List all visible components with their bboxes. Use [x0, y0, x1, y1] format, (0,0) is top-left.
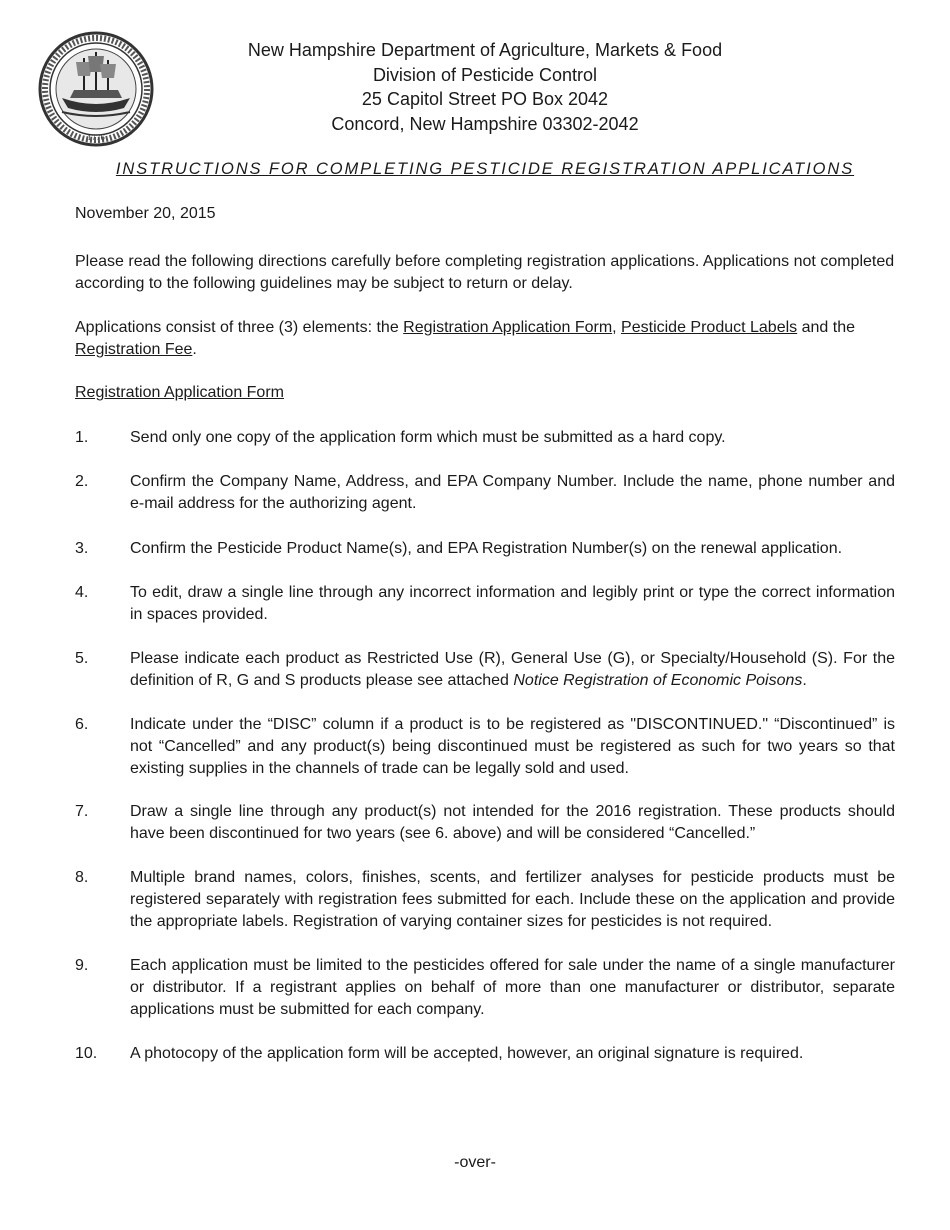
item-number: 1. [75, 429, 89, 446]
item-number: 3. [75, 540, 89, 557]
item-text: Each application must be limited to the pesticides offered for sale under the name of a single manufacturer or distributor. If a registrant applies on behalf of more than one manufacturer or distributor, separate applications must be submitted for each company. [130, 957, 895, 1018]
letterhead [160, 38, 810, 136]
item-number: 2. [75, 473, 89, 490]
document-title: INSTRUCTIONS FOR COMPLETING PESTICIDE REGISTRATION APPLICATIONS [115, 160, 855, 178]
list-item [75, 714, 895, 780]
list-item [75, 427, 895, 449]
svg-text:1776: 1776 [87, 134, 105, 142]
item-text: Confirm the Pesticide Product Name(s), and EPA Registration Number(s) on the renewal application. [130, 540, 843, 557]
city-state-zip: Concord, New Hampshire 03302-2042 [331, 113, 639, 134]
list-item [75, 648, 895, 692]
state-seal [32, 28, 160, 150]
item-text: Indicate under the “DISC” column if a product is to be registered as "DISCONTINUED." “Discontinued” is not “Cancelled” and any product(s) being discontinued must be registered as such for two years so that existing supplies in the channels of trade can be legally sold and used. [130, 716, 895, 777]
item-text: Send only one copy of the application form which must be submitted as a hard copy. [130, 429, 726, 446]
item-number: 4. [75, 584, 89, 601]
list-item [75, 801, 895, 845]
item-number: 6. [75, 716, 89, 733]
item-text: Draw a single line through any product(s) not intended for the 2016 registration. These products should have been discontinued for two years (see 6. above) and will be considered “Cancelled.” [130, 803, 895, 842]
street-address: 25 Capitol Street PO Box 2042 [361, 89, 609, 109]
department-name: New Hampshire Department of Agriculture, Markets & Food [247, 40, 723, 60]
link-registration-fee: Registration Fee [75, 341, 193, 358]
item-number: 9. [75, 957, 89, 974]
notice-title: Notice Registration of Economic Poisons [513, 672, 803, 689]
list-item [75, 955, 895, 1021]
division-name: Division of Pesticide Control [372, 64, 598, 85]
list-item [75, 867, 895, 933]
item-number: 8. [75, 869, 89, 886]
item-text: Confirm the Company Name, Address, and EPA Company Number. Include the name, phone number and e-mail address for the authorizing agent. [130, 473, 895, 512]
page-footer: -over- [454, 1154, 496, 1171]
list-item [75, 582, 895, 626]
item-text: Please indicate each product as Restricted Use (R), General Use (G), or Specialty/Household (S). For the definition of R, G and S products please see attached Notice Registration of Economic Poisons. [130, 650, 895, 689]
link-registration-application-form: Registration Application Form [403, 319, 613, 336]
elements-paragraph: Applications consist of three (3) elements: the Registration Application Form, Pesticide Product Labels and the Registration Fee. [75, 319, 855, 358]
item-number: 7. [75, 803, 89, 820]
item-number: 5. [75, 650, 89, 667]
item-text: A photocopy of the application form will be accepted, however, an original signature is required. [130, 1045, 804, 1062]
item-text: To edit, draw a single line through any incorrect information and legibly print or type the correct information in spaces provided. [130, 584, 895, 623]
list-item [75, 538, 895, 560]
document-date: November 20, 2015 [75, 205, 216, 222]
item-text: Multiple brand names, colors, finishes, scents, and fertilizer analyses for pesticide products must be registered separately with registration fees submitted for each. Include these on the application and provide the appropriate labels. Registration of varying container sizes for pesticides is not required. [130, 869, 895, 930]
section-heading: Registration Application Form [75, 384, 284, 401]
list-item [75, 471, 895, 515]
intro-paragraph: Please read the following directions carefully before completing registration applications. Applications not completed according to the following guidelines may be subject to return or delay. [75, 253, 895, 292]
link-pesticide-product-labels: Pesticide Product Labels [621, 319, 798, 336]
list-item [75, 1043, 895, 1065]
item-number: 10. [75, 1045, 98, 1062]
